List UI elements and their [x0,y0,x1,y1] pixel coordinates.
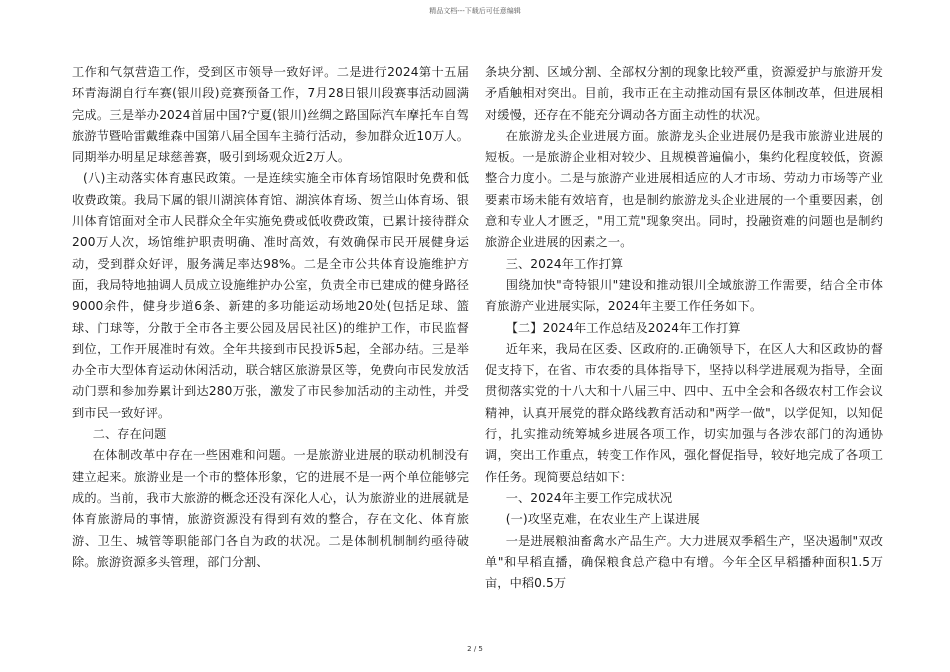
left-paragraph: 在体制改革中存在一些困难和问题。一是旅游业进展的联动机制没有建立起来。旅游业是一个市的整体形象，它的进展不是一两个单位能够完成的。当前，我市大旅游的概念还没有深化人心，认为旅游业的进展就是体育旅游局的事情，旅游资源没有得到有效的整合，存在文化、体育旅游、卫生、城管等职能部门各自为政的状况。二是体制机制制约亟待破除。旅游资源多头管理，部门分割、 [72,448,469,569]
page-header: 精品文档---下载后可任意编辑 [429,7,521,15]
right-paragraph: 近年来，我局在区委、区政府的.正确领导下，在区人大和区政协的督促支持下，在省、市农委的具体指导下，坚持以科学进展观为指导，全面贯彻落实党的十八大和十八届三中、四中、五中全会和各级农村工作会议精神，认真开展党的群众路线教育活动和"两学一做"，以学促知，以知促行，扎实推动统筹城乡进展各项工作，切实加强与各涉农部门的沟通协调，突出工作重点，转变工作作风，强化督促指导，较好地完成了各项工作任务。现简要总结如下： [485,341,883,484]
left-paragraph: (八)主动落实体育惠民政策。一是连续实施全市体育场馆限时免费和低收费政策。我局下属的银川湖滨体育馆、湖滨体育场、贺兰山体育场、银川体育馆面对全市人民群众全年实施免费或低收费政策，已累计接待群众200万人次，场馆维护职责明确、准时高效，有效确保市民开展健身运动，受到群众好评，服务满足率达98%。二是全市公共体育设施维护方面，我局特地抽调人员成立设施维护办公室，负责全市已建成的健身路径9000余件，健身步道6条、新建的多功能运动场地20处(包括足球、篮球、门球等，分散于全市各主要公园及居民社区)的维护工作，市民监督到位，工作开展准时有效。全年共接到市民投诉5起，全部办结。三是举办全市大型体育运动休闲活动，联合辖区旅游景区等，免费向市民发放活动门票和参加券累计到达280万张，激发了市民参加活动的主动性，并受到市民一致好评。 [72,171,469,420]
page-number: 2 / 5 [467,645,483,653]
right-paragraph: 在旅游龙头企业进展方面。旅游龙头企业进展仍是我市旅游业进展的短板。一是旅游企业相对较少、且规模普遍偏小，集约化程度较低，资源整合力度小。二是与旅游产业进展相适应的人才市场、劳动力市场等产业要素市场未能有效培育，也是制约旅游龙头企业进展的一个重要因素，创意和专业人才匮乏，"用工荒"现象突出。同时，投融资难的问题也是制约旅游企业进展的因素之一。 [485,128,883,250]
right-paragraph: 条块分割、区域分割、全部权分割的现象比较严重，资源爱护与旅游开发矛盾触相对突出。目前，我市正在主动推动国有景区体制改革，但进展相对缓慢，还存在不能充分调动各方面主动性的状况。 [485,65,883,122]
right-paragraph: 三、2024年工作打算 [505,256,624,271]
right-paragraph: 一、2024年主要工作完成状况 [505,490,673,505]
right-paragraph: 一是进展粮油畜禽水产品生产。大力进展双季稻生产，坚决遏制"双改单"和早稻直播，确保粮食总产稳中有增。今年全区早稻播种面积1.5万亩，中稻0.5万 [485,533,883,591]
right-paragraph: 围绕加快"奇特银川"建设和推动银川全域旅游工作需要，结合全市体育旅游产业进展实际，2024年主要工作任务如下。 [485,277,883,314]
right-paragraph: 【二】2024年工作总结及2024年工作打算 [505,320,741,335]
right-paragraph: (一)攻坚克难，在农业生产上谋进展 [505,512,700,527]
left-paragraph: 工作和气氛营造工作，受到区市领导一致好评。二是进行2024第十五届环青海湖自行车赛(银川段)竞赛预备工作，7月28日银川段赛事活动圆满完成。三是举办2024首届中国?宁夏(银川)丝绸之路国际汽车摩托车自驾旅游节暨哈雷戴维森中国第八届全国车主骑行活动，参加群众近10万人。同期举办明星足球慈善赛，吸引到场观众近2万人。 [72,65,469,165]
left-column [72,62,469,573]
right-column [485,62,883,594]
left-paragraph: 二、存在问题 [92,427,167,442]
